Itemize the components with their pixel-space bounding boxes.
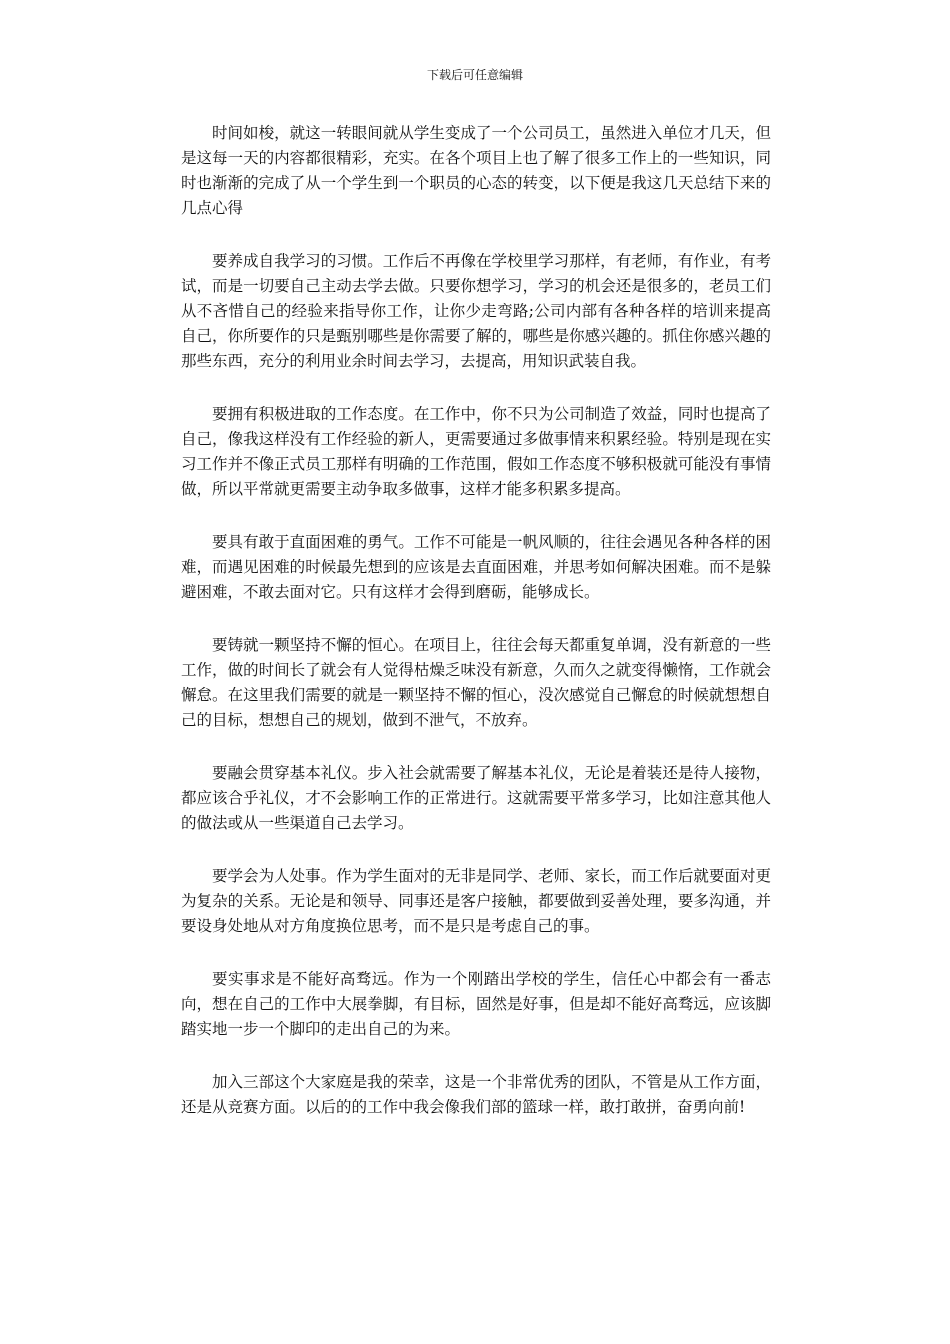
paragraph-etiquette: 要融会贯穿基本礼仪。步入社会就需要了解基本礼仪，无论是着装还是待人接物，都应该合乎礼仪，才不会影响工作的正常进行。这就需要平常多学习，比如注意其他人的做法或从一些渠道自己去学习。 [181,764,771,832]
paragraph-perseverance: 要铸就一颗坚持不懈的恒心。在项目上，往往会每天都重复单调，没有新意的一些工作，做的时间长了就会有人觉得枯燥乏味没有新意，久而久之就变得懒惰，工作就会懈怠。在这里我们需要的就是一颗坚持不懈的恒心，没次感觉自己懈怠的时候就想想自己的目标，想想自己的规划，做到不泄气，不放弃。 [181,636,771,729]
paragraph-down-to-earth: 要实事求是不能好高骛远。作为一个刚踏出学校的学生，信任心中都会有一番志向，想在自己的工作中大展拳脚，有目标，固然是好事，但是却不能好高骛远，应该脚踏实地一步一个脚印的走出自己的为来。 [181,970,771,1038]
paragraph-positive-attitude: 要拥有积极进取的工作态度。在工作中，你不只为公司制造了效益，同时也提高了自己，像我这样没有工作经验的新人，更需要通过多做事情来积累经验。特别是现在实习工作并不像正式员工那样有明确的工作范围，假如工作态度不够积极就可能没有事情做，所以平常就更需要主动争取多做事，这样才能多积累多提高。 [181,405,771,498]
paragraph-self-learning: 要养成自我学习的习惯。工作后不再像在学校里学习那样，有老师，有作业，有考试，而是一切要自己主动去学去做。只要你想学习，学习的机会还是很多的，老员工们从不吝惜自己的经验来指导你工作，让你少走弯路;公司内部有各种各样的培训来提高自己，你所要作的只是甄别哪些是你需要了解的，哪些是你感兴趣的。抓住你感兴趣的那些东西，充分的利用业余时间去学习，去提高，用知识武装自我。 [181,252,771,370]
paragraph-interpersonal: 要学会为人处事。作为学生面对的无非是同学、老师、家长，而工作后就要面对更为复杂的关系。无论是和领导、同事还是客户接触，都要做到妥善处理，要多沟通，并要设身处地从对方角度换位思考，而不是只是考虑自己的事。 [181,867,771,935]
paragraph-intro: 时间如梭，就这一转眼间就从学生变成了一个公司员工，虽然进入单位才几天，但是这每一天的内容都很精彩，充实。在各个项目上也了解了很多工作上的一些知识，同时也渐渐的完成了从一个学生到一个职员的心态的转变，以下便是我这几天总结下来的几点心得 [181,124,771,217]
paragraph-face-difficulty: 要具有敢于直面困难的勇气。工作不可能是一帆风顺的，往往会遇见各种各样的困难，而遇见困难的时候最先想到的应该是去直面困难，并思考如何解决困难。而不是躲避困难，不敢去面对它。只有这样才会得到磨砺，能够成长。 [181,533,771,601]
page-header-note: 下载后可任意编辑 [426,68,523,82]
paragraph-conclusion: 加入三部这个大家庭是我的荣幸，这是一个非常优秀的团队，不管是从工作方面，还是从竞赛方面。以后的的工作中我会像我们部的篮球一样，敢打敢拼，奋勇向前! [181,1073,771,1116]
article-body [181,121,771,1148]
